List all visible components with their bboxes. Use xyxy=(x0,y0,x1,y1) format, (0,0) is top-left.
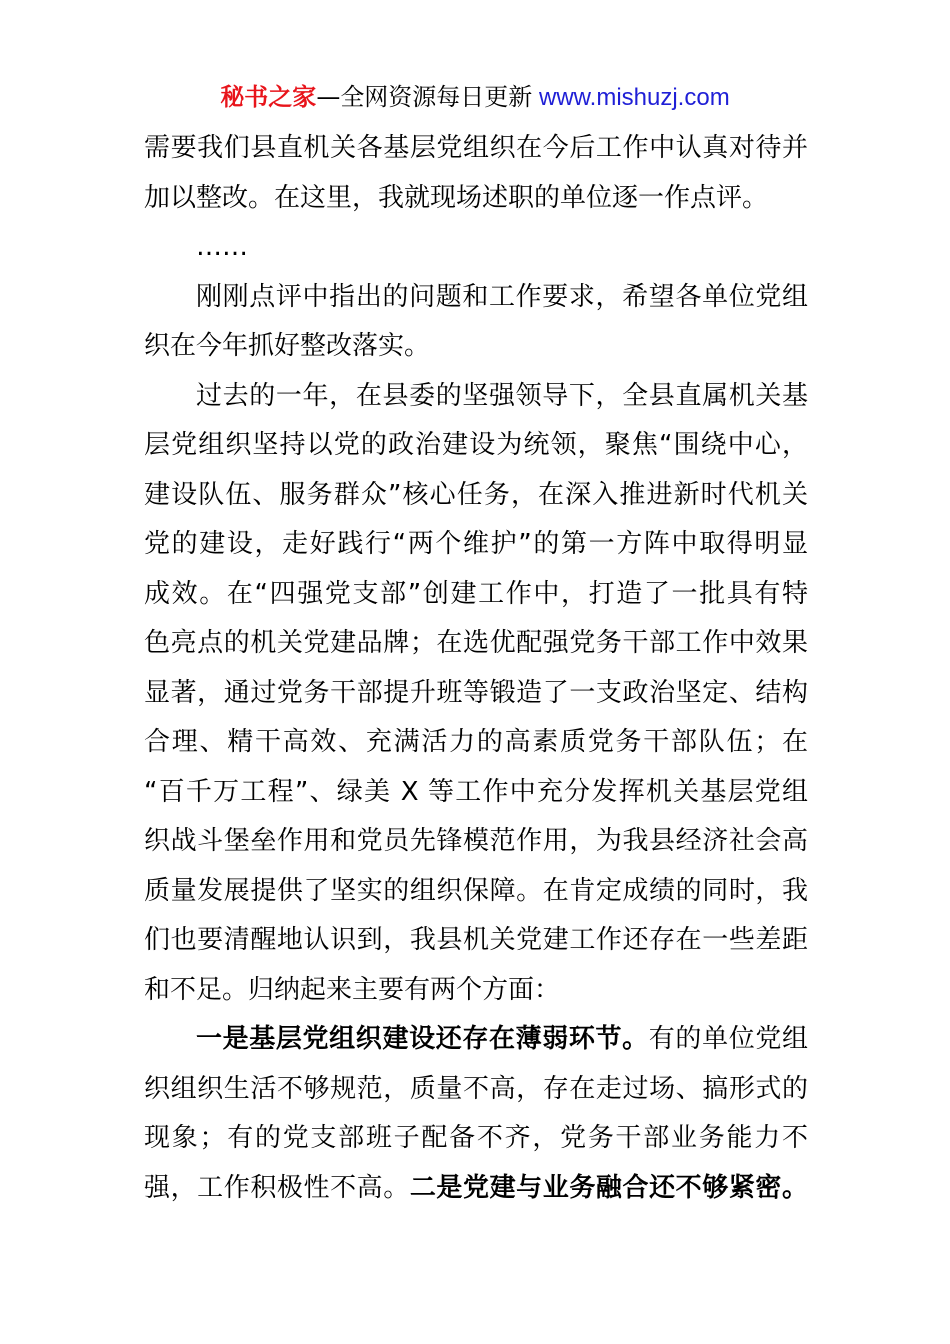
text-line: 建设队伍、服务群众”核心任务，在深入推进新时代机关 xyxy=(144,479,808,510)
text-line: “百千万工程”、绿美 X 等工作中充分发挥机关基层党组 xyxy=(144,776,808,807)
text-line: 一是基层党组织建设还存在薄弱环节。有的单位党组 xyxy=(196,1024,808,1054)
ellipsis-line: …… xyxy=(196,232,248,262)
header-tagline: —全网资源每日更新 xyxy=(316,83,533,111)
text-line: 色亮点的机关党建品牌；在选优配强党务干部工作中效果 xyxy=(144,628,808,658)
text-line: 需要我们县直机关各基层党组织在今后工作中认真对待并 xyxy=(144,133,808,163)
text-line: 质量发展提供了坚实的组织保障。在肯定成绩的同时，我 xyxy=(144,875,808,906)
text-line: 织在今年抓好整改落实。 xyxy=(144,331,431,361)
text-line: 刚刚点评中指出的问题和工作要求，希望各单位党组 xyxy=(196,281,808,312)
text-line: 强，工作积极性不高。二是党建与业务融合还不够紧密。 xyxy=(144,1172,808,1203)
text-line: 们也要清醒地认识到，我县机关党建工作还存在一些差距 xyxy=(144,925,808,955)
text-line: 加以整改。在这里，我就现场述职的单位逐一作点评。 xyxy=(144,182,769,213)
brand-name: 秘书之家 xyxy=(220,83,317,111)
text-line: 显著，通过党务干部提升班等锻造了一支政治坚定、结构 xyxy=(144,677,808,708)
text-line: 党的建设，走好践行“两个维护”的第一方阵中取得明显 xyxy=(144,529,808,559)
text-line: 现象；有的党支部班子配备不齐，党务干部业务能力不 xyxy=(144,1123,808,1153)
document-body xyxy=(144,124,808,1213)
page-header xyxy=(0,82,950,113)
text-line: 织组织生活不够规范，质量不高，存在走过场、搞形式的 xyxy=(144,1073,808,1104)
bold-heading: 二是党建与业务融合还不够紧密。 xyxy=(409,1172,808,1203)
text-line: 合理、精干高效、充满活力的高素质党务干部队伍；在 xyxy=(144,727,808,757)
site-url: www.mishuzj.com xyxy=(532,84,730,111)
text-line: 过去的一年，在县委的坚强领导下，全县直属机关基 xyxy=(196,380,808,411)
text-line: 和不足。归纳起来主要有两个方面： xyxy=(144,974,561,1005)
text-line: 成效。在“四强党支部”创建工作中，打造了一批具有特 xyxy=(144,578,808,609)
text-line: 层党组织坚持以党的政治建设为统领，聚焦“围绕中心， xyxy=(144,430,808,460)
text-line: 织战斗堡垒作用和党员先锋模范作用，为我县经济社会高 xyxy=(144,826,808,856)
bold-heading: 一是基层党组织建设还存在薄弱环节。 xyxy=(196,1024,649,1054)
